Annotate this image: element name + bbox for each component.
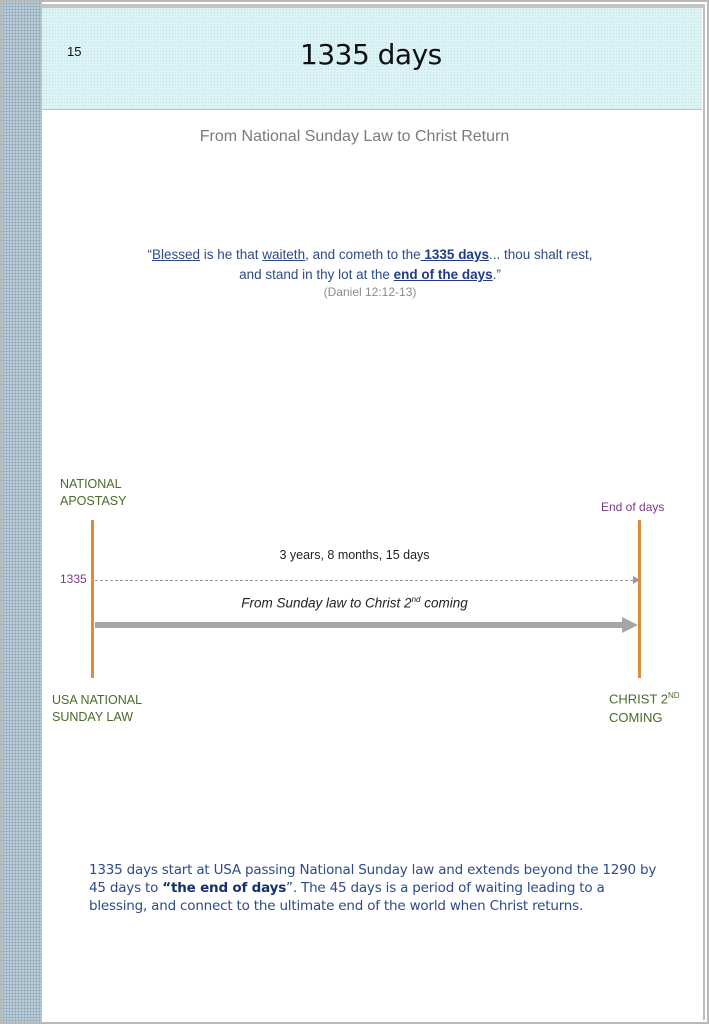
explanation-text-1: 1335 days start at USA passing National Sunday law and extends beyond the 1290 by 45 days to (89, 862, 657, 896)
solid-arrow-shaft (95, 622, 623, 628)
arrow-label (0, 595, 709, 611)
quote-text-3: ... thou shalt rest, (488, 247, 593, 262)
label-christ-line2: COMING (609, 710, 663, 726)
page-subtitle: From National Sunday Law to Christ Return (199, 128, 510, 145)
quote-word-1335-days: 1335 days (420, 247, 489, 262)
label-national-apostasy (60, 476, 126, 510)
quote-close-mark: .” (492, 267, 501, 282)
quote-word-end-of-days: end of the days (393, 267, 493, 282)
right-edge (703, 8, 705, 1020)
label-national-apostasy-line1: NATIONAL (60, 477, 122, 491)
dashed-arrow-line (95, 580, 633, 581)
explanation-bold: “the end of days (162, 880, 287, 896)
page-number: 15 (67, 44, 82, 59)
label-usa-sunday-law-line2: SUNDAY LAW (52, 710, 134, 724)
label-usa-sunday-law-line1: USA NATIONAL (52, 693, 143, 707)
solid-arrow-head (622, 617, 638, 633)
dashed-arrow-head (633, 576, 640, 584)
side-decoration-band (2, 2, 42, 1022)
label-christ-second-coming (609, 686, 680, 727)
explanation-text-2: ”. The 45 days is a period of waiting leading to a blessing, and connect to the ultimate end of the world when Christ returns. (89, 880, 605, 914)
quote-word-blessed: Blessed (151, 247, 200, 262)
marker-1335-label: 1335 (60, 572, 87, 586)
scripture-quote (120, 245, 620, 285)
quote-open-mark: “ (147, 247, 152, 262)
label-usa-sunday-law (52, 692, 142, 726)
explanation-paragraph (89, 861, 664, 915)
quote-text-4: and stand in thy lot at the (239, 267, 394, 282)
label-national-apostasy-line2: APOSTASY (60, 494, 127, 508)
quote-text-2: , and cometh to the (305, 247, 421, 262)
duration-label: 3 years, 8 months, 15 days (279, 548, 430, 562)
quote-citation: (Daniel 12:12-13) (323, 285, 417, 299)
arrow-label-text: From Sunday law to Christ 2 (241, 595, 412, 611)
label-christ-line1: CHRIST 2 (609, 691, 668, 707)
quote-word-waiteth: waiteth (262, 247, 306, 262)
page-title: 1335 days (300, 38, 442, 71)
label-end-of-days: End of days (601, 500, 665, 514)
quote-text-1: is he that (200, 247, 263, 262)
label-christ-sup: ND (668, 691, 680, 700)
arrow-label-sup: nd (411, 595, 421, 604)
arrow-label-tail: coming (420, 595, 468, 611)
